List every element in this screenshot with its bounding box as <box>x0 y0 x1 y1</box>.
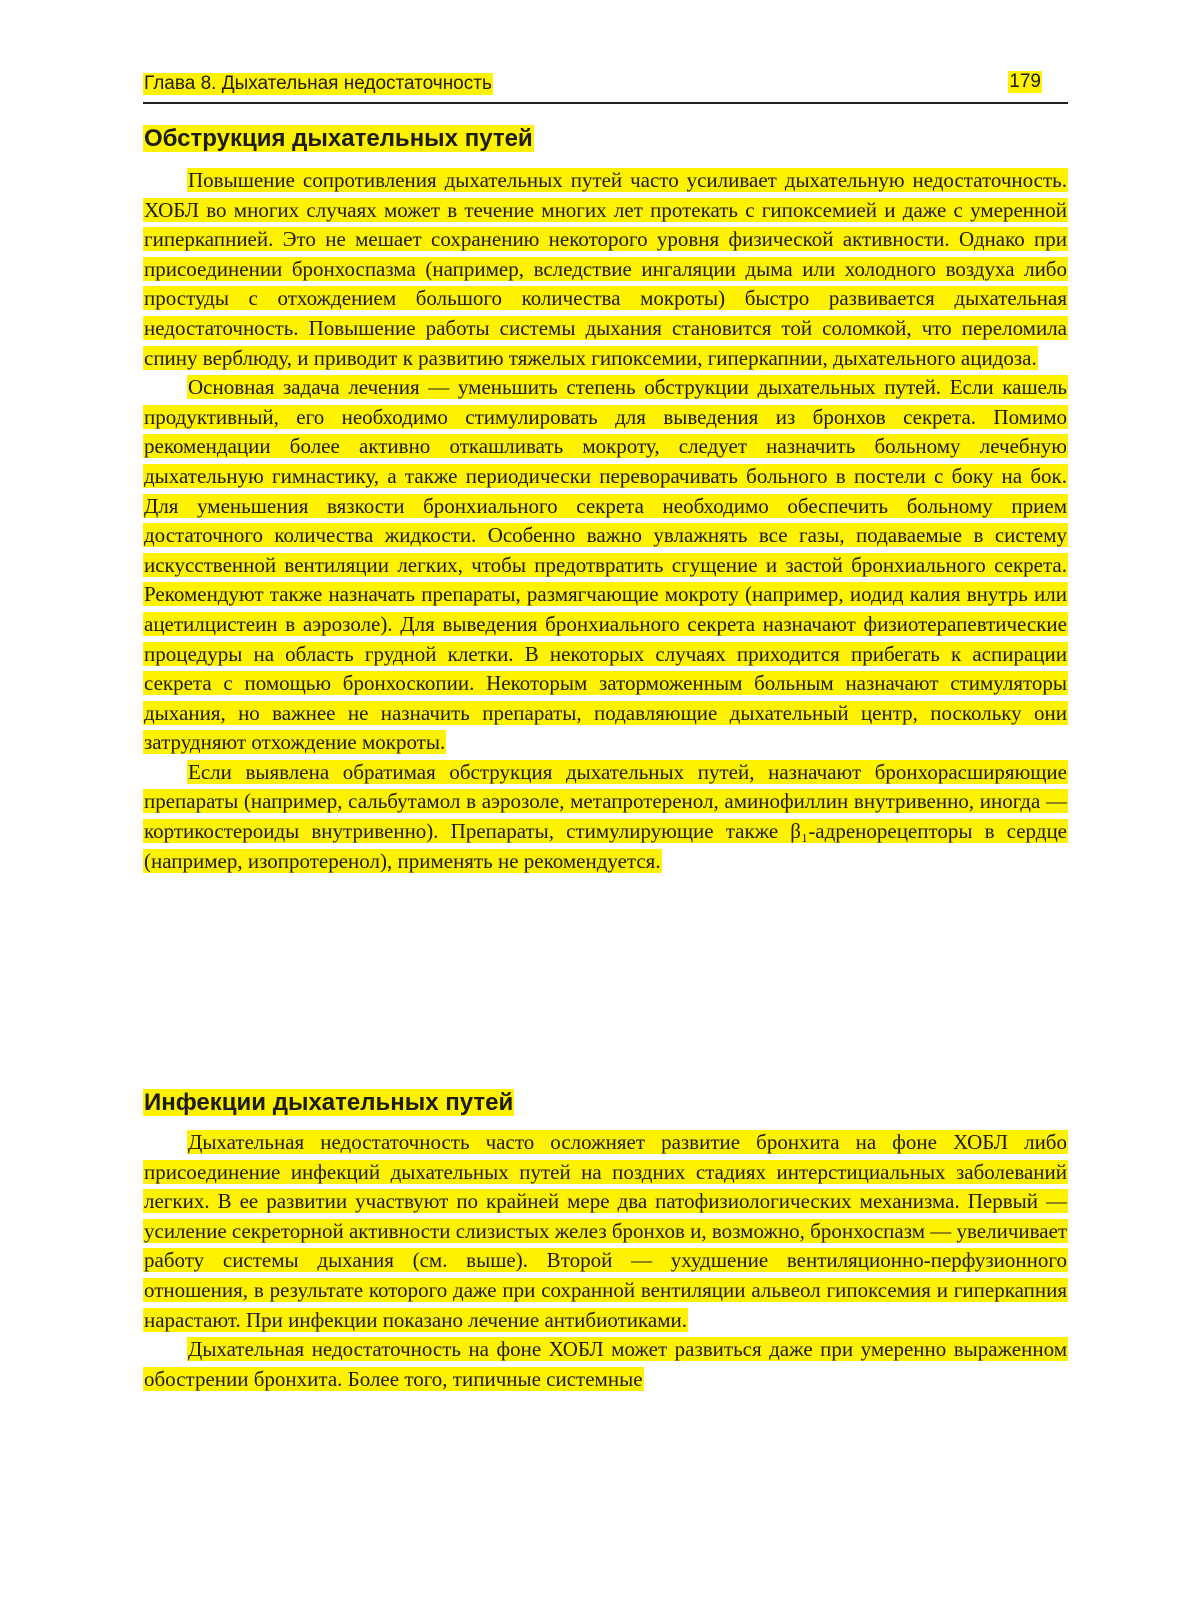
section-heading-text: Инфекции дыхательных путей <box>144 1089 514 1116</box>
page-number: 179 <box>1009 71 1041 92</box>
paragraph <box>143 758 1068 876</box>
running-header <box>143 66 1068 104</box>
section-heading-obstruction <box>143 124 1068 154</box>
paragraph <box>143 1128 1068 1335</box>
paragraph-text: Если выявлена обратимая обструкция дыхательных путей, назначают бронхорасширяющие препараты (например, сальбутамол в аэрозоле, метапротеренол, аминофиллин внутривенно, иногда — кортикостероиды внутривенно). Препараты, стимулирующие также β₁-адренорецепторы в сердце (например, изопротеренол), применять не рекомендуется. <box>144 759 1067 873</box>
paragraph <box>143 166 1068 373</box>
paragraph-text: Основная задача лечения — уменьшить степень обструкции дыхательных путей. Если кашель продуктивный, его необходимо стимулировать для выведения из бронхов секрета. Помимо рекомендации более активно откашливать мокроту, следует назначить больному лечебную дыхательную гимнастику, а также периодически переворачивать больного в постели с боку на бок. Для уменьшения вязкости бронхиального секрета необходимо обеспечить больному прием достаточного количества жидкости. Особенно важно увлажнять все газы, подаваемые в систему искусственной вентиляции легких, чтобы предотвратить сгущение и застой бронхиального секрета. Рекомендуют также назначать препараты, размягчающие мокроту (например, иодид калия внутрь или ацетилцистеин в аэрозоле). Для выведения бронхиального секрета назначают физиотерапевтические процедуры на область грудной клетки. В некоторых случаях приходится прибегать к аспирации секрета с помощью бронхоскопии. Некоторым заторможенным больным назначают стимуляторы дыхания, но важнее не назначить препараты, подавляющие дыхательный центр, поскольку они затрудняют отхождение мокроты. <box>144 375 1067 755</box>
paragraph-text: Повышение сопротивления дыхательных путей часто усиливает дыхательную недостаточность. ХОБЛ во многих случаях может в течение многих лет протекать с гипоксемией и даже с умеренной гиперкапнией. Это не мешает сохранению некоторого уровня физической активности. Однако при присоединении бронхоспазма (например, вследствие ингаляции дыма или холодного воздуха либо простуды с отхождением большого количества мокроты) быстро развивается дыхательная недостаточность. Повышение работы системы дыхания становится той соломкой, что переломила спину верблюду, и приводит к развитию тяжелых гипоксемии, гиперкапнии, дыхательного ацидоза. <box>144 168 1067 370</box>
paragraph-text: Дыхательная недостаточность часто осложняет развитие бронхита на фоне ХОБЛ либо присоединение инфекций дыхательных путей на поздних стадиях интерстициальных заболеваний легких. В ее развитии участвуют по крайней мере два патофизиологических механизма. Первый — усиление секреторной активности слизистых желез бронхов и, возможно, бронхоспазм — увеличивает работу системы дыхания (см. выше). Второй — ухудшение вентиляционно-перфузионного отношения, в результате которого даже при сохранной вентиляции альвеол гипоксемия и гиперкапния нарастают. При инфекции показано лечение антибиотиками. <box>144 1130 1068 1332</box>
section-body-obstruction <box>143 166 1068 876</box>
section-heading-text: Обструкция дыхательных путей <box>144 125 533 152</box>
section-body-infections <box>143 1128 1068 1394</box>
section-heading-infections <box>143 1088 1068 1118</box>
chapter-title: Глава 8. Дыхательная недостаточность <box>144 73 492 94</box>
paragraph <box>143 1335 1068 1394</box>
paragraph <box>143 373 1068 758</box>
paragraph-text: Дыхательная недостаточность на фоне ХОБЛ может развиться даже при умеренно выраженном обострении бронхита. Более того, типичные системные <box>144 1337 1067 1391</box>
